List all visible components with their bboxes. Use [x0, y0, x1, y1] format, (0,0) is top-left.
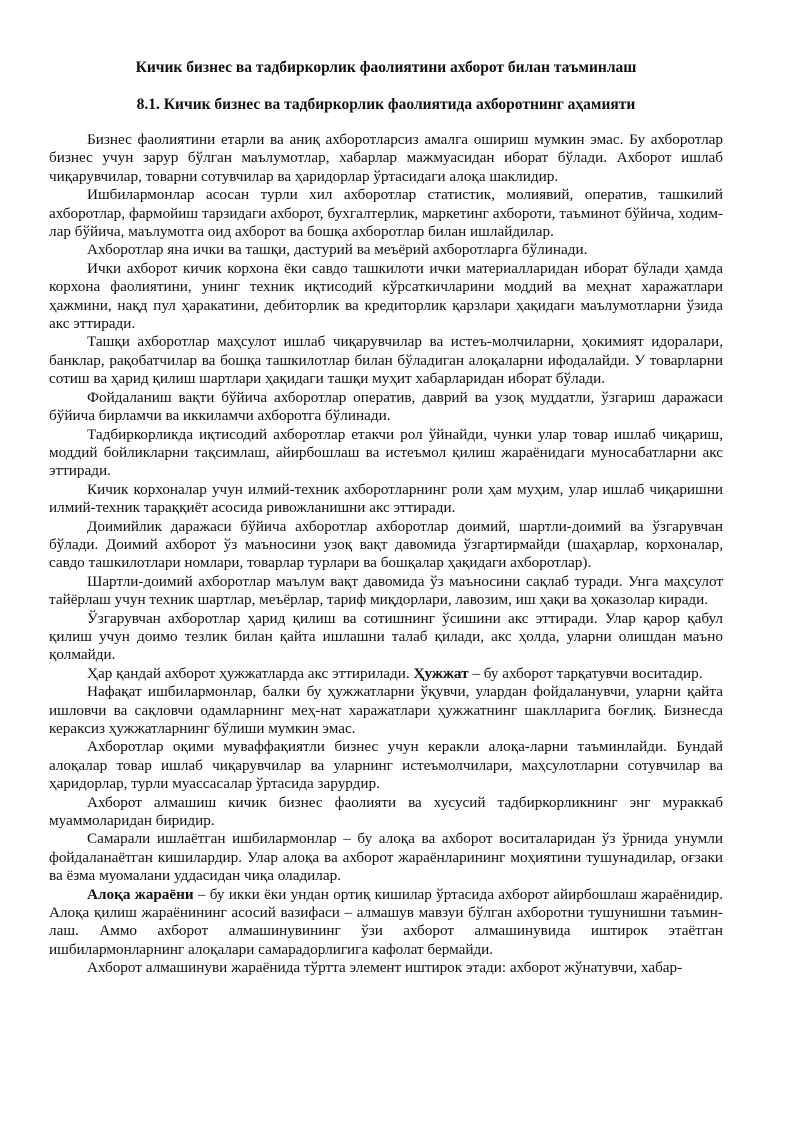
paragraph: Ишбилармонлар асосан турли хил ахборотлар статистик, молиявий, оператив, ташкилий ахборотлар, фармойиш тарзидаги ахборот, бухгалтерлик, маркетинг ахбороти, таъминот бўйича, ходим-лар бўйича, маълумотга оид ахборот ва бошқа ахборотлар билан ишлайдилар. [49, 186, 723, 241]
paragraph [49, 886, 723, 960]
paragraph: Самарали ишлаётган ишбилармонлар – бу алоқа ва ахборот воситаларидан ўз ўрнида унумли фойдаланаётган кишилардир. Улар алоқа ва ахборот жараёнларининг моҳиятини тушунадилар, оғзаки ва ёзма муомалани уддасидан чиқа оладилар. [49, 830, 723, 885]
paragraph: Ахборот алмашиш кичик бизнес фаолияти ва хусусий тадбиркорликнинг энг мураккаб муаммоларидан биридир. [49, 793, 723, 830]
paragraph-text: – бу икки ёки ундан ортиқ кишилар ўртасида ахборот айирбошлаш жараёнидир. Алоқа қилиш жараёнининг асосий вазифаси – алмашув мавзуи бўлган ахборотни тушунишни таъмин-лаш. Аммо ахборот алмашинувининг ўзи ахборот алмашинувида иштирок этаётган ишбилармонларнинг алоқалари самарадорлигига кафолат бермайди. [49, 885, 723, 958]
term-bold: Ҳужжат [413, 664, 469, 682]
paragraph-text: Ҳар қандай ахборот ҳужжатларда акс эттирилади. [87, 664, 414, 682]
term-bold: Алоқа жараёни [87, 885, 194, 903]
paragraph: Бизнес фаолиятини етарли ва аниқ ахборотларсиз амалга ошириш мумкин эмас. Бу ахборотлар бизнес учун зарур бўлган маълумотлар, хабарлар мажмуасидан иборат бўлади. Ахборот ишлаб чиқарувчилар, товарни сотувчилар ва ҳаридорлар ўртасидаги алоқа шаклидир. [49, 131, 723, 185]
paragraph: Ўзгарувчан ахборотлар ҳарид қилиш ва сотишнинг ўсишини акс эттиради. Улар қарор қабул қилиш учун доимо тезлик билан қайта ишлашни талаб қилади, акс ҳолда, уларни олишдан маъно қолмайди. [49, 609, 723, 664]
paragraph: Нафақат ишбилармонлар, балки бу ҳужжатларни ўқувчи, улардан фойдаланувчи, уларни қайта ишловчи ва сақловчи одамларнинг меҳ-нат харажатлари ҳужжатнинг шаклларига боғлиқ. Бизнесда кераксиз ҳужжатларнинг бўлиши мумкин эмас. [49, 683, 723, 737]
paragraph: Доимийлик даражаси бўйича ахборотлар ахборотлар доимий, шартли-доимий ва ўзгарувчан бўлади. Доимий ахборот ўз маъносини узоқ вақт давомида ўзгартирмайди (шаҳарлар, корхоналар, савдо ташкилотлари номлари, товарлар турлари ва бошқалар ҳақидаги ахборотлар). [49, 517, 723, 572]
paragraph: Фойдаланиш вақти бўйича ахборотлар оператив, даврий ва узоқ муддатли, ўзгариш даражаси бўйича бирламчи ва иккиламчи ахборотга бўлинади. [49, 388, 723, 425]
document-page [49, 58, 723, 978]
paragraph: Шартли-доимий ахборотлар маълум вақт давомида ўз маъносини сақлаб туради. Унга маҳсулот тайёрлаш учун техник шартлар, меъёрлар, тариф миқдорлари, лавозим, иш ҳақи ва ҳоказолар киради. [49, 572, 723, 609]
paragraph: Ахборот алмашинуви жараёнида тўртта элемент иштирок этади: ахборот жўнатувчи, хабар- [87, 959, 683, 977]
document-title: Кичик бизнес ва тадбиркорлик фаолиятини ахборот билан таъминлаш [135, 59, 637, 76]
paragraph: Ташқи ахборотлар маҳсулот ишлаб чиқарувчилар ва истеъ-молчиларни, ҳокимият идоралари, банклар, рақобатчилар ва бошқа ташкилотлар билан бўладиган алоқаларни ифодалайди. У товарларни сотиш ва ҳарид қилиш шартлари ҳақидаги ташқи муҳит хабарларидан иборат бўлади. [49, 333, 723, 388]
paragraph [49, 665, 723, 683]
paragraph: Ахборотлар оқими муваффақиятли бизнес учун керакли алоқа-ларни таъминлайди. Бундай алоқалар товар ишлаб чиқарувчилар ва уларнинг истеъмолчилари, маҳсулотларни сотувчилар ва ҳаридорлар, турли муассасалар ўртасида зарурдир. [49, 738, 723, 793]
paragraph-text: – бу ахборот тарқатувчи воситадир. [468, 664, 703, 682]
paragraph: Кичик корхоналар учун илмий-техник ахборотларнинг роли ҳам муҳим, улар ишлаб чиқаришни илмий-техник тараққиёт асосида ривожланишни акс эттиради. [49, 480, 723, 517]
paragraph: Ахборотлар яна ички ва ташқи, дастурий ва меъёрий ахборотларга бўлинади. [87, 241, 588, 259]
paragraph: Тадбиркорликда иқтисодий ахборотлар етакчи рол ўйнайди, чунки улар товар ишлаб чиқариш, моддий бойликларни тақсимлаш, айирбошлаш ва истеъмол қилиш жараёнидаги муносабатларни акс эттиради. [49, 425, 723, 480]
section-title: 8.1. Кичик бизнес ва тадбиркорлик фаолиятида ахборотнинг аҳамияти [136, 96, 636, 113]
paragraph: Ички ахборот кичик корхона ёки савдо ташкилоти ички материалларидан иборат бўлади ҳамда корхона фаолиятини, унинг техник иқтисодий кўрсаткичларини моддий ва меҳнат харажатлари ҳажмини, нақд пул ҳаракатини, дебиторлик ва кредиторлик қарзлари ҳақидаги маълумотларни ўзида акс эттиради. [49, 259, 723, 333]
